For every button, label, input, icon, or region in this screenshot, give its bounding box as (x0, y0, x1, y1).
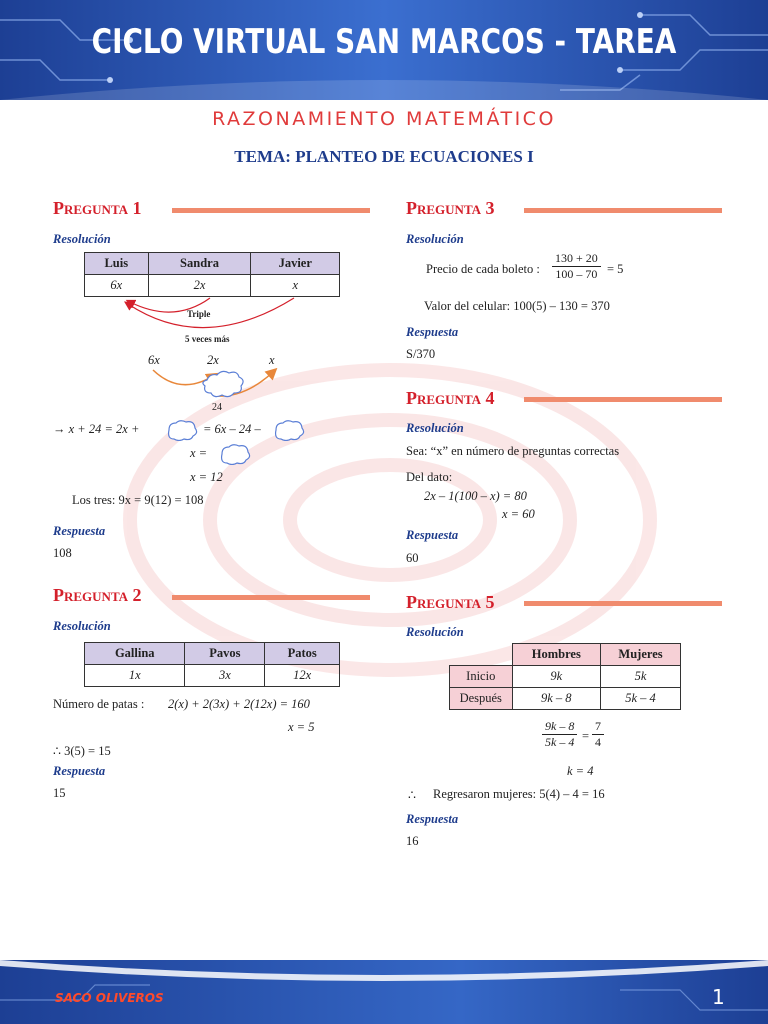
q4-title: Pregunta 4 (406, 388, 495, 408)
q5-fraction-2 (592, 719, 604, 750)
q4-answer: 60 (406, 551, 419, 565)
q5-fraction-2-numerator: 7 (592, 719, 604, 735)
q5-answer-label: Respuesta (406, 812, 459, 826)
q1-divider (172, 208, 370, 213)
q5-row-despues-mujeres: 5k – 4 (601, 688, 681, 710)
q1-diagram-a: 6x (148, 353, 160, 367)
q2-legs-label: Número de patas : (53, 697, 145, 711)
q3-answer: S/370 (406, 347, 436, 361)
q5-title: Pregunta 5 (406, 592, 495, 612)
q3-price-label: Precio de cada boleto : (426, 262, 540, 276)
q1-diagram-arrows (145, 366, 285, 406)
q3-fraction-numerator: 130 + 20 (552, 251, 601, 267)
q4-answer-label: Respuesta (406, 528, 459, 542)
q1-eq1-start: → x + 24 = 2x + (53, 422, 140, 436)
q5-row-despues-hombres: 9k – 8 (512, 688, 601, 710)
q1-table (84, 252, 340, 297)
q3-price-fraction (552, 251, 601, 282)
q3-resolution-label: Resolución (406, 232, 464, 246)
q1-answer: 108 (53, 546, 72, 560)
page-number: 1 (712, 985, 725, 1009)
q2-resolution-label: Resolución (53, 619, 111, 633)
q5-returned: Regresaron mujeres: 5(4) – 4 = 16 (433, 787, 605, 801)
q1-eq4: Los tres: 9x = 9(12) = 108 (72, 493, 204, 507)
q2-therefore: ∴ 3(5) = 15 (53, 744, 111, 758)
q4-divider (524, 397, 722, 402)
q1-eq1-mid: = 6x – 24 – (203, 422, 261, 436)
q5-fraction-1-numerator: 9k – 8 (542, 719, 577, 735)
q5-header-mujeres: Mujeres (601, 644, 681, 666)
q5-resolution-label: Resolución (406, 625, 464, 639)
q1-eq2: x = (190, 446, 208, 460)
q5-divider (524, 601, 722, 606)
q2-value-gallina: 1x (85, 665, 185, 687)
q4-resolution-label: Resolución (406, 421, 464, 435)
q1-value-sandra: 2x (148, 275, 251, 297)
q1-header-luis: Luis (85, 253, 149, 275)
q4-let: Sea: “x” en número de preguntas correctas (406, 444, 620, 458)
q2-legs-equation: 2(x) + 2(3x) + 2(12x) = 160 (168, 697, 310, 711)
q1-diagram-c: x (269, 353, 275, 367)
q3-price-result: = 5 (607, 262, 624, 276)
q1-resolution-label: Resolución (53, 232, 111, 246)
q1-arrow-triple-label: Triple (187, 309, 211, 319)
q1-answer-label: Respuesta (53, 524, 106, 538)
q5-table (449, 643, 681, 710)
q1-value-javier: x (251, 275, 340, 297)
subject-title: RAZONAMIENTO MATEMÁTICO (212, 108, 556, 130)
q2-value-patos: 12x (265, 665, 340, 687)
q2-header-patos: Patos (265, 643, 340, 665)
q2-header-pavos: Pavos (185, 643, 265, 665)
q2-header-gallina: Gallina (85, 643, 185, 665)
q1-diagram-bottom: 24 (212, 402, 222, 413)
q2-answer-label: Respuesta (53, 764, 106, 778)
q2-divider (172, 595, 370, 600)
q3-divider (524, 208, 722, 213)
footer-brand: SACO OLIVEROS (55, 991, 164, 1005)
q4-eq1: 2x – 1(100 – x) = 80 (424, 489, 527, 503)
q1-eq1-cloud-1 (165, 419, 199, 441)
q1-eq1-cloud-2 (272, 419, 306, 441)
q3-fraction-denominator: 100 – 70 (555, 267, 598, 281)
q5-fraction-1-denominator: 5k – 4 (545, 735, 575, 749)
q5-therefore-symbol: ∴ (408, 788, 416, 802)
q2-title: Pregunta 2 (53, 585, 142, 605)
q5-row-inicio-mujeres: 5k (601, 666, 681, 688)
q5-row-inicio-hombres: 9k (512, 666, 601, 688)
q5-k-equation: k = 4 (567, 764, 594, 778)
q1-header-javier: Javier (251, 253, 340, 275)
q5-fraction-1 (542, 719, 577, 750)
q2-value-pavos: 3x (185, 665, 265, 687)
q2-x-equation: x = 5 (288, 720, 315, 734)
q1-value-luis: 6x (85, 275, 149, 297)
q5-fraction-2-denominator: 4 (595, 735, 601, 749)
q5-equals: = (582, 729, 590, 743)
q5-table-corner (450, 644, 513, 666)
q1-diagram-b: 2x (207, 353, 219, 367)
q1-header-sandra: Sandra (148, 253, 251, 275)
q5-row-inicio-label: Inicio (450, 666, 513, 688)
topic-title: TEMA: PLANTEO DE ECUACIONES I (234, 147, 534, 166)
q1-eq2-cloud (218, 443, 252, 465)
q3-cell-value: Valor del celular: 100(5) – 130 = 370 (424, 299, 610, 313)
q3-answer-label: Respuesta (406, 325, 459, 339)
q5-answer: 16 (406, 834, 419, 848)
q1-arrow-five-label: 5 veces más (185, 334, 230, 344)
q4-eq2: x = 60 (502, 507, 535, 521)
q1-eq3: x = 12 (190, 470, 223, 484)
q5-row-despues-label: Después (450, 688, 513, 710)
q4-given: Del dato: (406, 470, 453, 484)
main-title: CICLO VIRTUAL SAN MARCOS - TAREA (91, 22, 677, 62)
q1-title: Pregunta 1 (53, 198, 142, 218)
q2-table (84, 642, 340, 687)
q3-title: Pregunta 3 (406, 198, 495, 218)
q5-header-hombres: Hombres (512, 644, 601, 666)
q2-answer: 15 (53, 786, 66, 800)
